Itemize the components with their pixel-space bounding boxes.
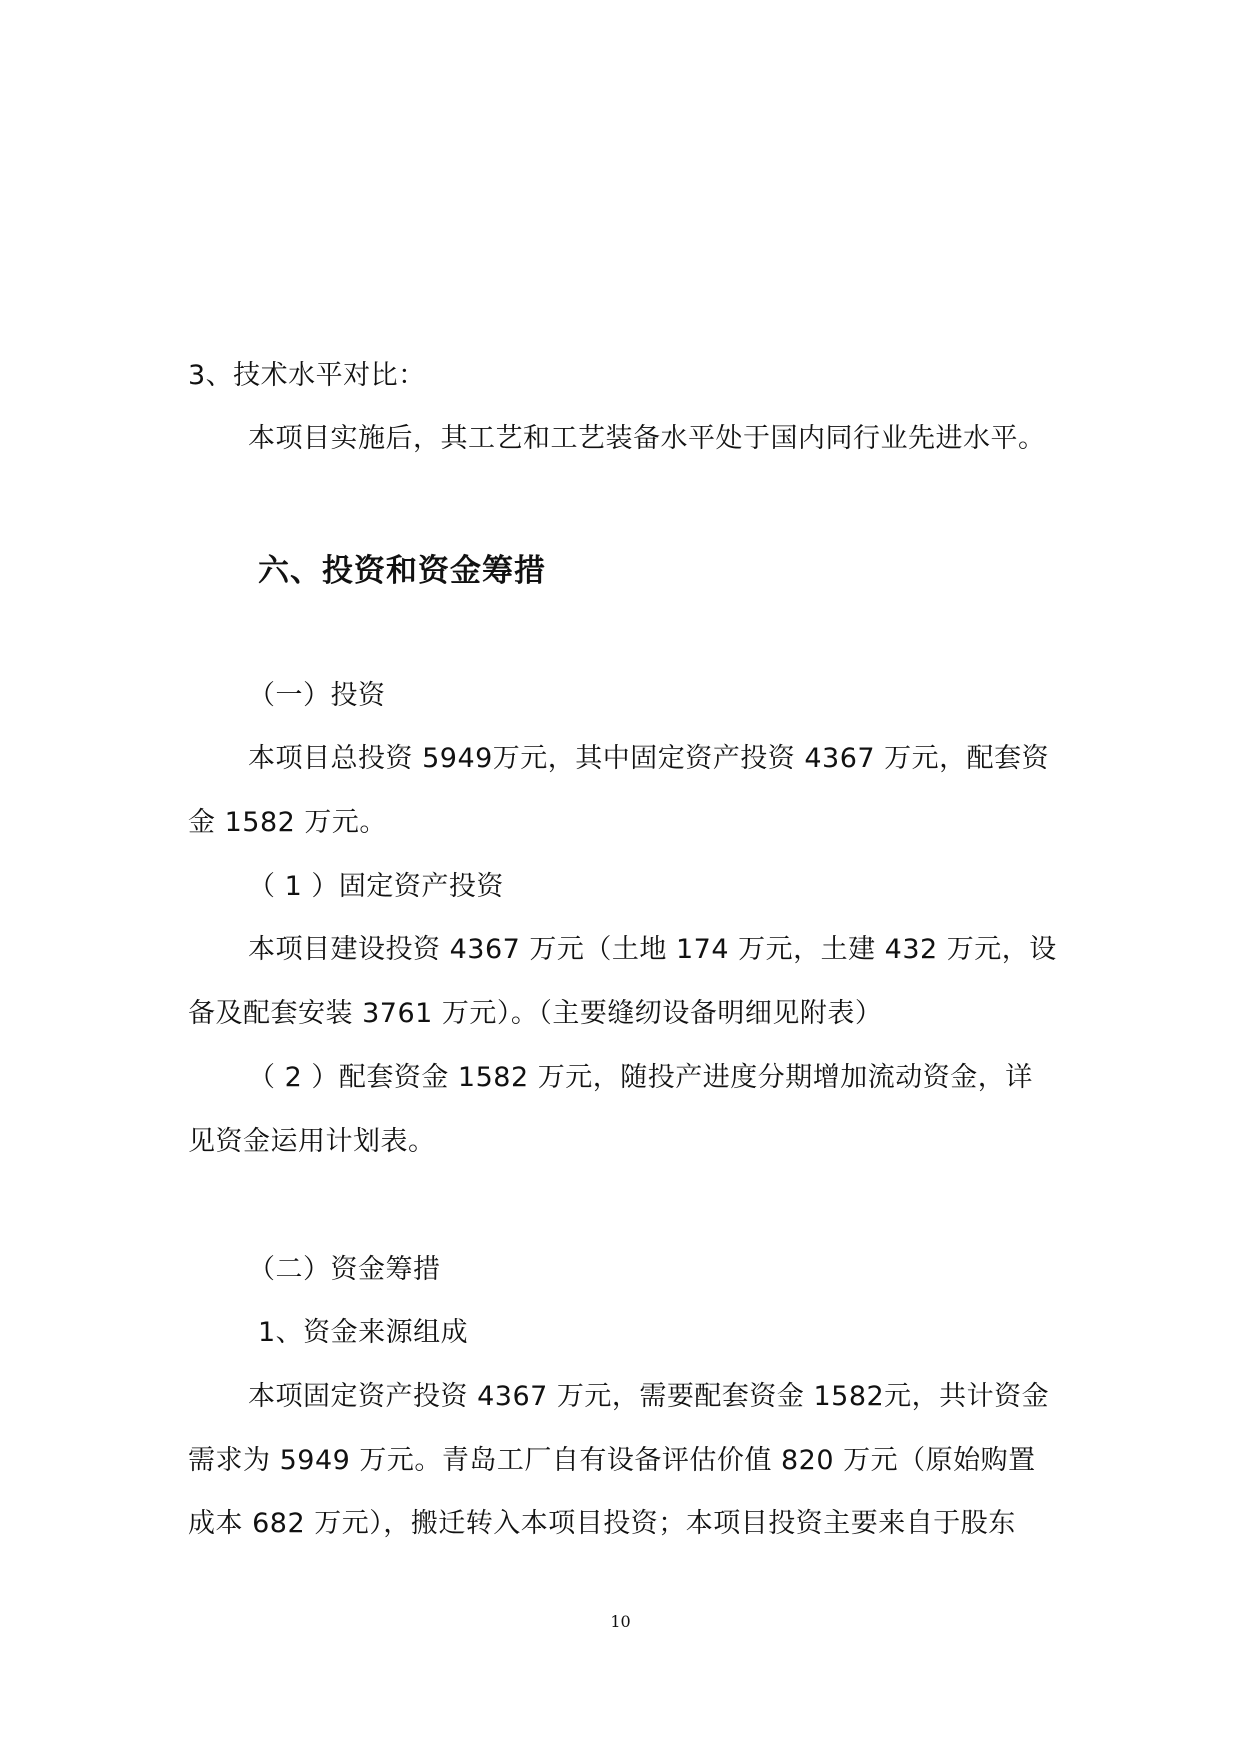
subsection-3-body: 本项目实施后，其工艺和工艺装备水平处于国内同行业先进水平。 [248, 423, 1046, 454]
financing-para-line2: 需求为 5949 万元。青岛工厂自有设备评估价值 820 万元（原始购置 [188, 1445, 1036, 1476]
financing-item1-title: 1、资金来源组成 [258, 1317, 469, 1348]
investment-para1-line1: 本项目总投资 5949万元，其中固定资产投资 4367 万元，配套资 [248, 743, 1050, 774]
financing-heading: （二）资金筹措 [248, 1254, 441, 1285]
investment-item1-line2: 备及配套安装 3761 万元）。（主要缝纫设备明细见附表） [188, 998, 883, 1029]
investment-item1-line1: 本项目建设投资 4367 万元（土地 174 万元，土建 432 万元，设 [248, 934, 1057, 965]
investment-para1-line2: 金 1582 万元。 [188, 807, 387, 838]
financing-para-line1: 本项固定资产投资 4367 万元，需要配套资金 1582元，共计资金 [248, 1381, 1050, 1412]
investment-heading: （一）投资 [248, 680, 386, 711]
page-number: 10 [610, 1612, 631, 1631]
subsection-3-title: 3、技术水平对比： [188, 360, 426, 391]
section-6-heading: 六、投资和资金筹措 [258, 553, 546, 589]
investment-item1-title: （ 1 ）固定资产投资 [248, 871, 504, 902]
financing-para-line3: 成本 682 万元），搬迁转入本项目投资；本项目投资主要来自于股东 [188, 1508, 1016, 1539]
investment-item2-line1: （ 2 ）配套资金 1582 万元，随投产进度分期增加流动资金，详 [248, 1062, 1033, 1093]
investment-item2-line2: 见资金运用计划表。 [188, 1126, 436, 1157]
